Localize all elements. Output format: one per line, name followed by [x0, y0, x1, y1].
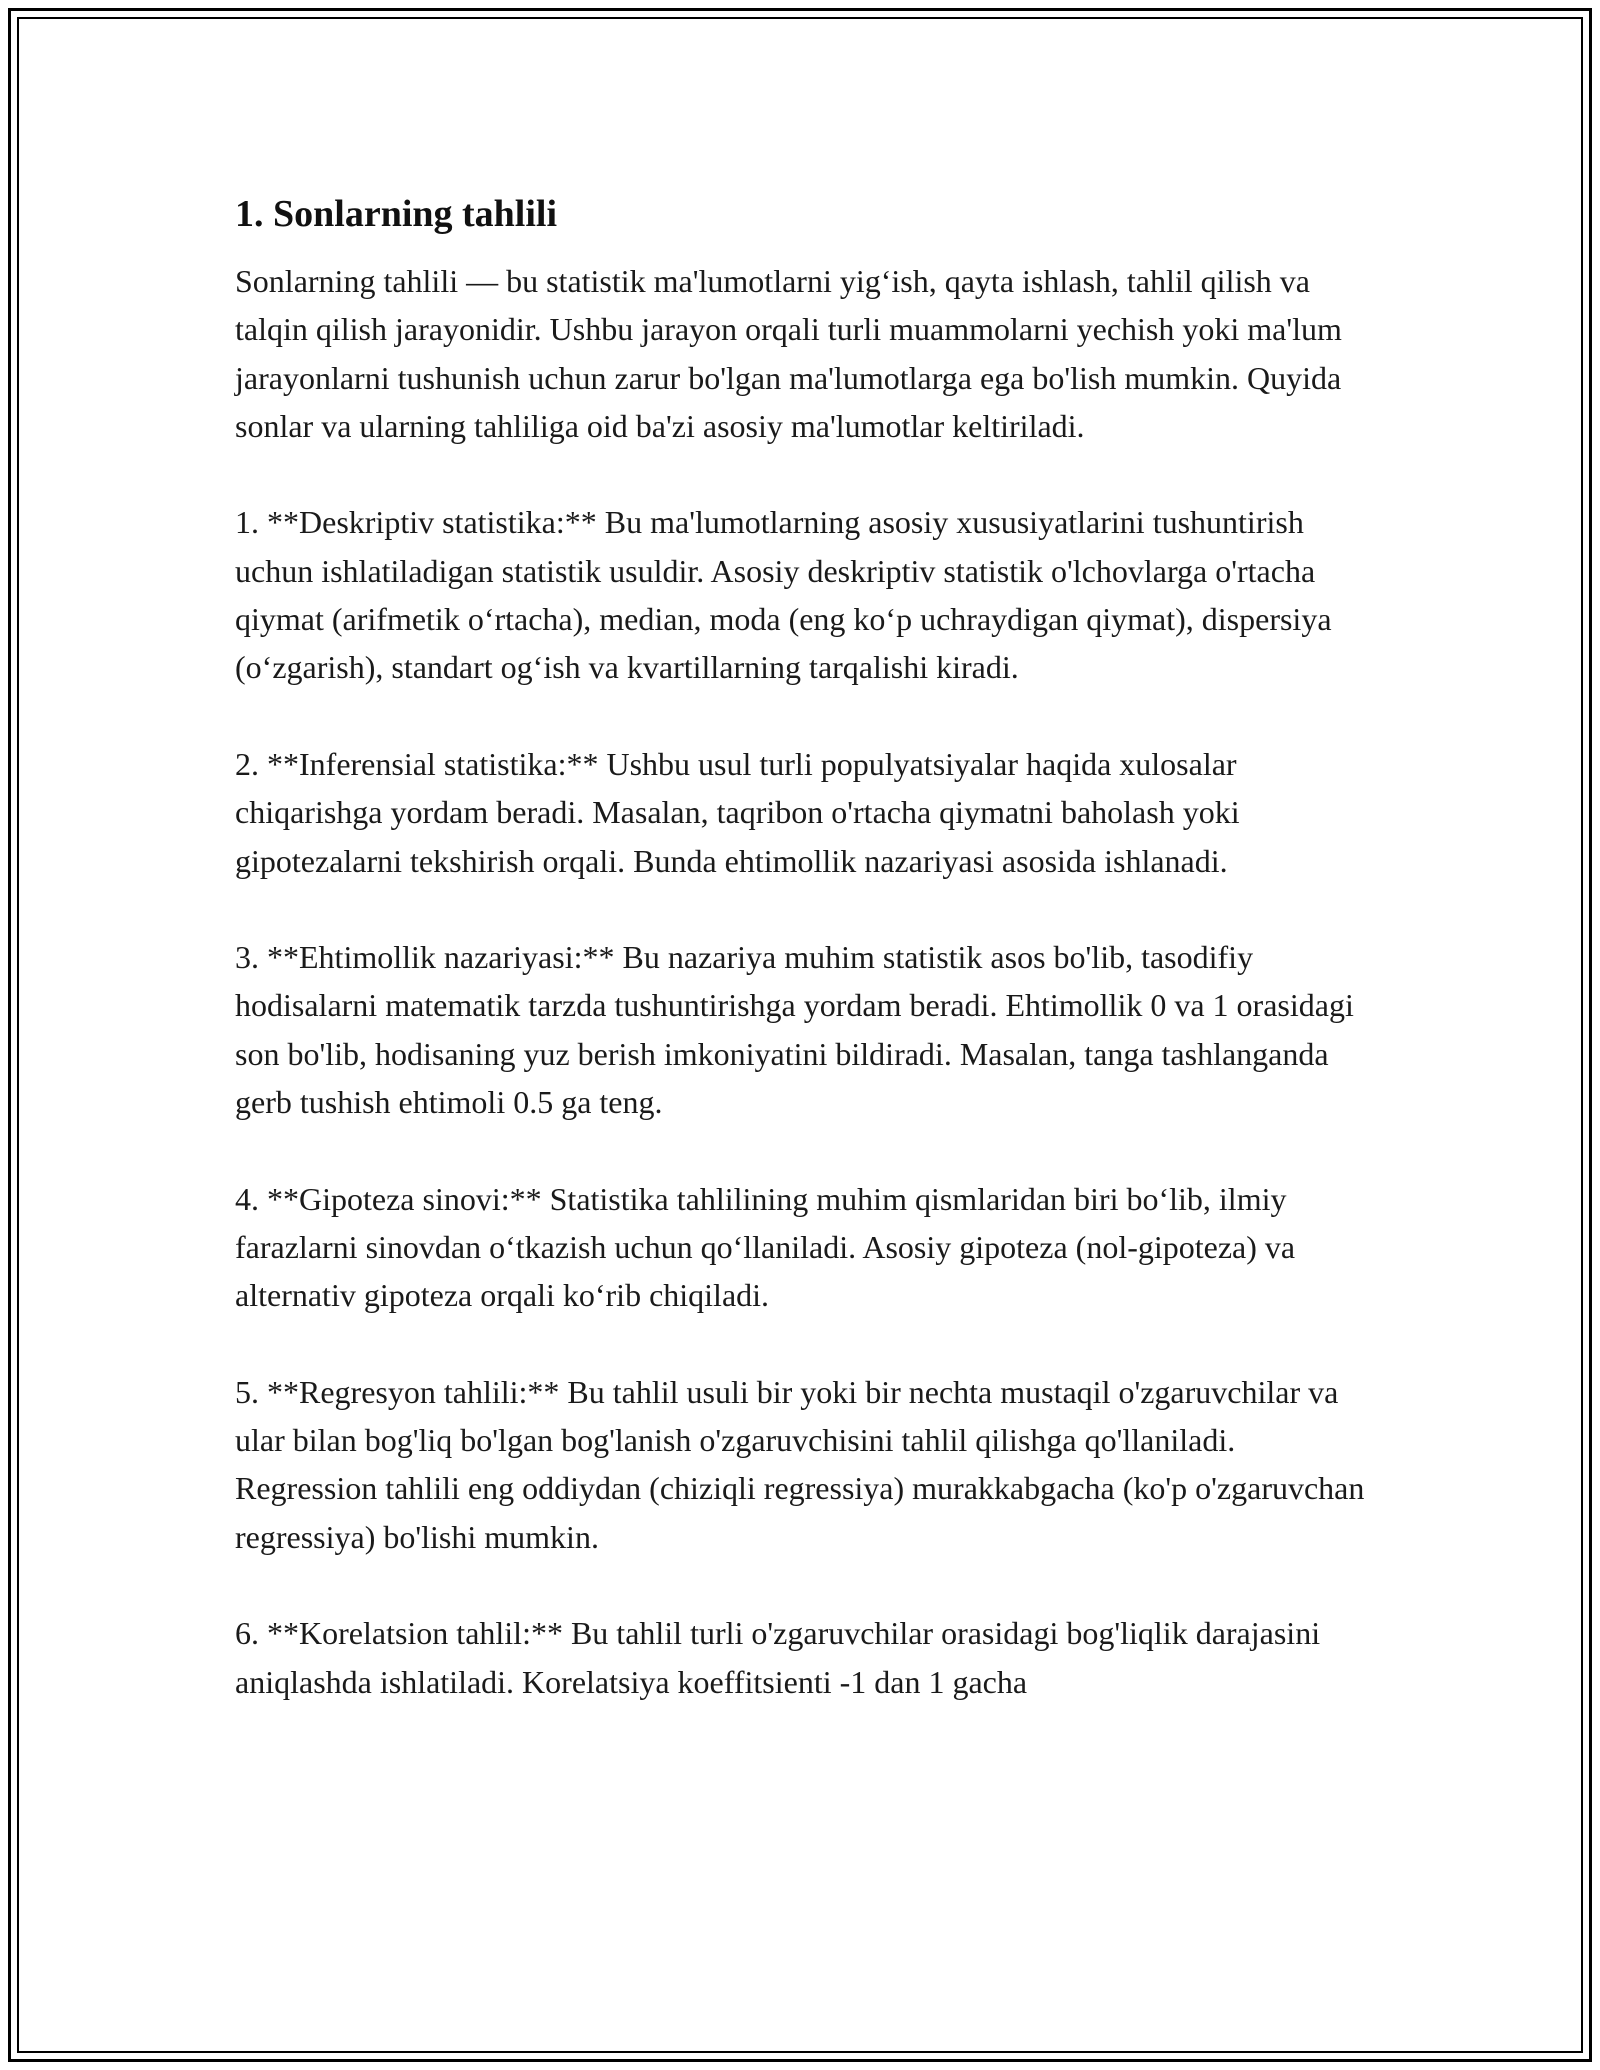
- paragraph-hypothesis-testing: 4. **Gipoteza sinovi:** Statistika tahlilining muhim qismlaridan biri bo‘lib, ilmiy farazlarni sinovdan o‘tkazish uchun qo‘llaniladi. Asosiy gipoteza (nol-gipoteza) va alternativ gipoteza orqali ko‘rib chiqiladi.: [235, 1180, 1296, 1314]
- intro-paragraph: Sonlarning tahlili — bu statistik ma'lumotlarni yig‘ish, qayta ishlash, tahlil qilish va talqin qilish jarayonidir. Ushbu jarayon orqali turli muammolarni yechish yoki ma'lum jarayonlarni tushunish uchun zarur bo'lgan ma'lumotlarga ega bo'lish mumkin. Quyida sonlar va ularning tahliliga oid ba'zi asosiy ma'lumotlar keltiriladi.: [235, 263, 1342, 444]
- paragraph-inferential-statistics: 2. **Inferensial statistika:** Ushbu usul turli populyatsiyalar haqida xulosalar chiqarishga yordam beradi. Masalan, taqribon o'rtacha qiymatni baholash yoki gipotezalarni tekshirish orqali. Bunda ehtimollik nazariyasi asosida ishlanadi.: [235, 745, 1240, 879]
- document-content: [235, 185, 1375, 1706]
- paragraph-probability-theory: 3. **Ehtimollik nazariyasi:** Bu nazariya muhim statistik asos bo'lib, tasodifiy hodisalarni matematik tarzda tushuntirishga yordam beradi. Ehtimollik 0 va 1 orasidagi son bo'lib, hodisaning yuz berish imkoniyatini bildiradi. Masalan, tanga tashlanganda gerb tushish ehtimoli 0.5 ga teng.: [235, 939, 1354, 1121]
- paragraph-regression-analysis: 5. **Regresyon tahlili:** Bu tahlil usuli bir yoki bir nechta mustaqil o'zgaruvchilar va ular bilan bog'liq bo'lgan bog'lanish o'zgaruvchisini tahlil qilishga qo'llaniladi. Regression tahlili eng oddiydan (chiziqli regressiya) murakkabgacha (ko'p o'zgaruvchan regressiya) bo'lishi mumkin.: [235, 1373, 1365, 1555]
- paragraph-correlation-analysis: 6. **Korelatsion tahlil:** Bu tahlil turli o'zgaruvchilar orasidagi bog'liqlik darajasini aniqlashda ishlatiladi. Korelatsiya koeffitsienti -1 dan 1 gacha: [235, 1615, 1321, 1700]
- section-heading: 1. Sonlarning tahlili: [235, 193, 558, 235]
- paragraph-descriptive-statistics: 1. **Deskriptiv statistika:** Bu ma'lumotlarning asosiy xususiyatlarini tushuntirish uchun ishlatiladigan statistik usuldir. Asosiy deskriptiv statistik o'lchovlarga o'rtacha qiymat (arifmetik o‘rtacha), median, moda (eng ko‘p uchraydigan qiymat), dispersiya (o‘zgarish), standart og‘ish va kvartillarning tarqalishi kiradi.: [235, 504, 1332, 686]
